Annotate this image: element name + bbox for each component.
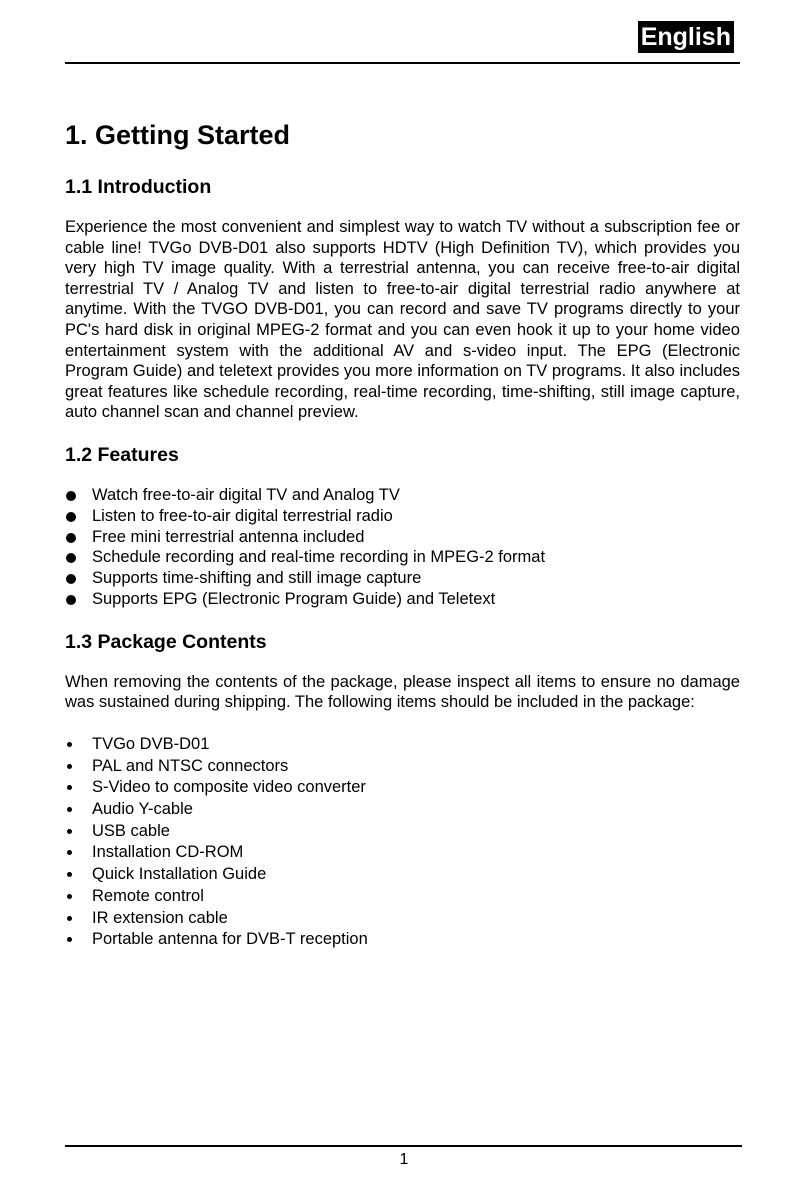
bullet-icon (67, 764, 72, 769)
list-item: IR extension cable (65, 908, 740, 930)
bullet-icon (67, 785, 72, 790)
bullet-icon (66, 595, 76, 605)
list-item: Portable antenna for DVB-T reception (65, 929, 740, 951)
package-list (65, 734, 740, 951)
features-list (65, 485, 740, 610)
language-badge: English (638, 21, 734, 53)
list-item: Listen to free-to-air digital terrestrial radio (65, 506, 740, 527)
package-paragraph: When removing the contents of the package, please inspect all items to ensure no damage was sustained during shipping. The following items should be included in the package: (65, 672, 740, 712)
footer-rule (65, 1145, 742, 1147)
page-content (65, 110, 740, 970)
introduction-paragraph: Experience the most convenient and simplest way to watch TV without a subscription fee or cable line! TVGo DVB-D01 also supports HDTV (High Definition TV), which provides you very high TV image quality. With a terrestrial antenna, you can receive free-to-air digital terrestrial TV / Analog TV and listen to free-to-air digital terrestrial radio anywhere at anytime. With the TVGO DVB-D01, you can record and save TV programs directly to your PC's hard disk in original MPEG-2 format and you can even hook it up to your home video entertainment system with the additional AV and s-video input. The EPG (Electronic Program Guide) and teletext provides you more information on TV programs. It also includes great features like schedule recording, real-time recording, time-shifting, still image capture, auto channel scan and channel preview. (65, 218, 740, 422)
list-item: Audio Y-cable (65, 799, 740, 821)
list-item: Quick Installation Guide (65, 864, 740, 886)
bullet-icon (67, 894, 72, 899)
list-item: S-Video to composite video converter (65, 777, 740, 799)
list-item: Free mini terrestrial antenna included (65, 527, 740, 548)
list-item: Schedule recording and real-time recording in MPEG-2 format (65, 547, 740, 568)
bullet-icon (67, 807, 72, 812)
bullet-icon (67, 916, 72, 921)
list-item: Watch free-to-air digital TV and Analog TV (65, 485, 740, 506)
list-item: PAL and NTSC connectors (65, 756, 740, 778)
list-item: Remote control (65, 886, 740, 908)
bullet-icon (66, 574, 76, 584)
page-title: 1. Getting Started (65, 120, 291, 150)
bullet-icon (67, 829, 72, 834)
package-heading: 1.3 Package Contents (65, 630, 267, 653)
introduction-heading: 1.1 Introduction (65, 176, 212, 198)
bullet-icon (67, 872, 72, 877)
section-package-contents (65, 629, 740, 951)
bullet-icon (66, 491, 76, 501)
bullet-icon (67, 742, 72, 747)
page-number: 1 (399, 1151, 409, 1168)
bullet-icon (66, 512, 76, 522)
section-features (65, 442, 740, 610)
section-introduction (65, 174, 740, 423)
list-item: Installation CD-ROM (65, 842, 740, 864)
bullet-icon (67, 937, 72, 942)
bullet-icon (66, 533, 76, 543)
features-heading: 1.2 Features (65, 443, 179, 466)
header-rule (65, 62, 740, 64)
list-item: Supports time-shifting and still image capture (65, 568, 740, 589)
bullet-icon (66, 553, 76, 563)
bullet-icon (67, 850, 72, 855)
list-item: Supports EPG (Electronic Program Guide) and Teletext (65, 589, 740, 610)
list-item: USB cable (65, 821, 740, 843)
list-item: TVGo DVB-D01 (65, 734, 740, 756)
